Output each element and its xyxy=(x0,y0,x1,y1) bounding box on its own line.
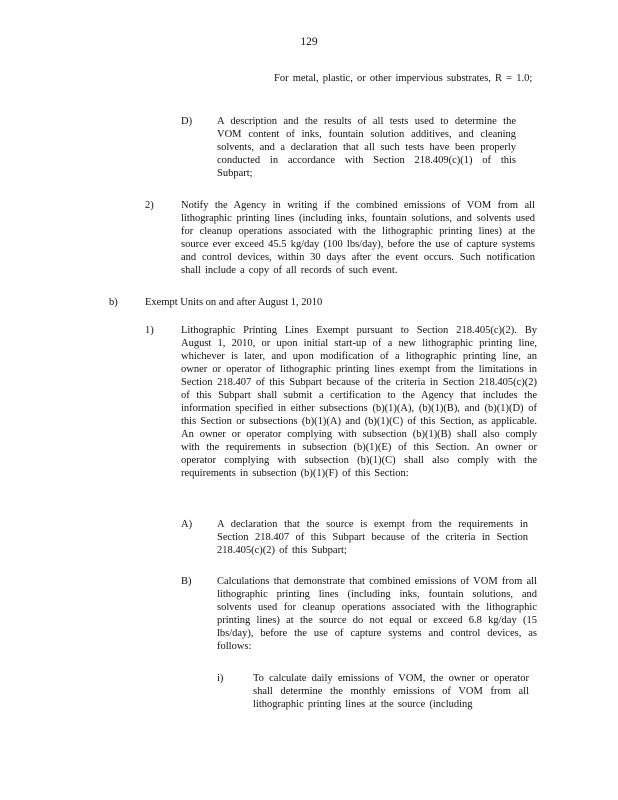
page-number: 129 xyxy=(300,36,318,48)
item-b-upper-text: Calculations that demonstrate that combined emissions of VOM from all lithographic printing lines (including inks, fountain solutions, and solvents used for cleanup operations associated with the lithographic printing lines) at the source do not equal or exceed 6.8 kg/day (15 lbs/day), before the use of capture systems and control devices, as follows: xyxy=(217,576,537,652)
item-1-text: Lithographic Printing Lines Exempt pursuant to Section 218.405(c)(2). By August 1, 2010, or upon initial start-up of a new lithographic printing line, whichever is later, and upon modification of a lithographic printing line, an owner or operator of lithographic printing lines exempt from the limitations in Section 218.407 of this Subpart because of the criteria in Section 218.405(c)(2) of this Subpart shall submit a certification to the Agency that includes the information specified in either subsections (b)(1)(A), (b)(1)(B), and (b)(1)(D) of this Section or subsections (b)(1)(A) and (b)(1)(C) of this Section, as applicable. An owner or operator complying with subsection (b)(1)(B) shall also comply with the requirements in subsection (b)(1)(E) of this Section. An owner or operator complying with subsection (b)(1)(C) shall also comply with the requirements in subsection (b)(1)(F) of this Section: xyxy=(181,325,537,479)
item-2-label: 2) xyxy=(145,200,154,211)
item-2-text: Notify the Agency in writing if the combined emissions of VOM from all lithographic printing lines (including inks, fountain solutions, and solvents used for cleanup operations associated with the lithographic printing lines) at the source ever exceed 45.5 kg/day (100 lbs/day), before the use of capture systems and control devices, within 30 days after the event occurs. Such notification shall include a copy of all records of such event. xyxy=(181,200,535,276)
item-d-text: A description and the results of all tests used to determine the VOM content of inks, fountain solution additives, and cleaning solvents, and a declaration that all such tests have been properly conducted in accordance with Section 218.409(c)(1) of this Subpart; xyxy=(217,116,516,179)
item-d-label: D) xyxy=(181,116,193,127)
item-b-upper-label: B) xyxy=(181,576,192,587)
item-i-label: i) xyxy=(217,673,224,684)
item-a-label: A) xyxy=(181,519,193,530)
r-value-text: For metal, plastic, or other impervious substrates, R = 1.0; xyxy=(274,73,533,84)
item-a-text: A declaration that the source is exempt from the requirements in Section 218.407 of this Subpart because of the criteria in Section 218.405(c)(2) of this Subpart; xyxy=(217,519,528,556)
subsection-b-label: b) xyxy=(109,297,118,308)
subsection-b-heading: Exempt Units on and after August 1, 2010 xyxy=(145,297,323,308)
item-1-label: 1) xyxy=(145,325,154,336)
item-i-text: To calculate daily emissions of VOM, the owner or operator shall determine the monthly emissions of VOM from all lithographic printing lines at the source (including xyxy=(253,673,529,710)
